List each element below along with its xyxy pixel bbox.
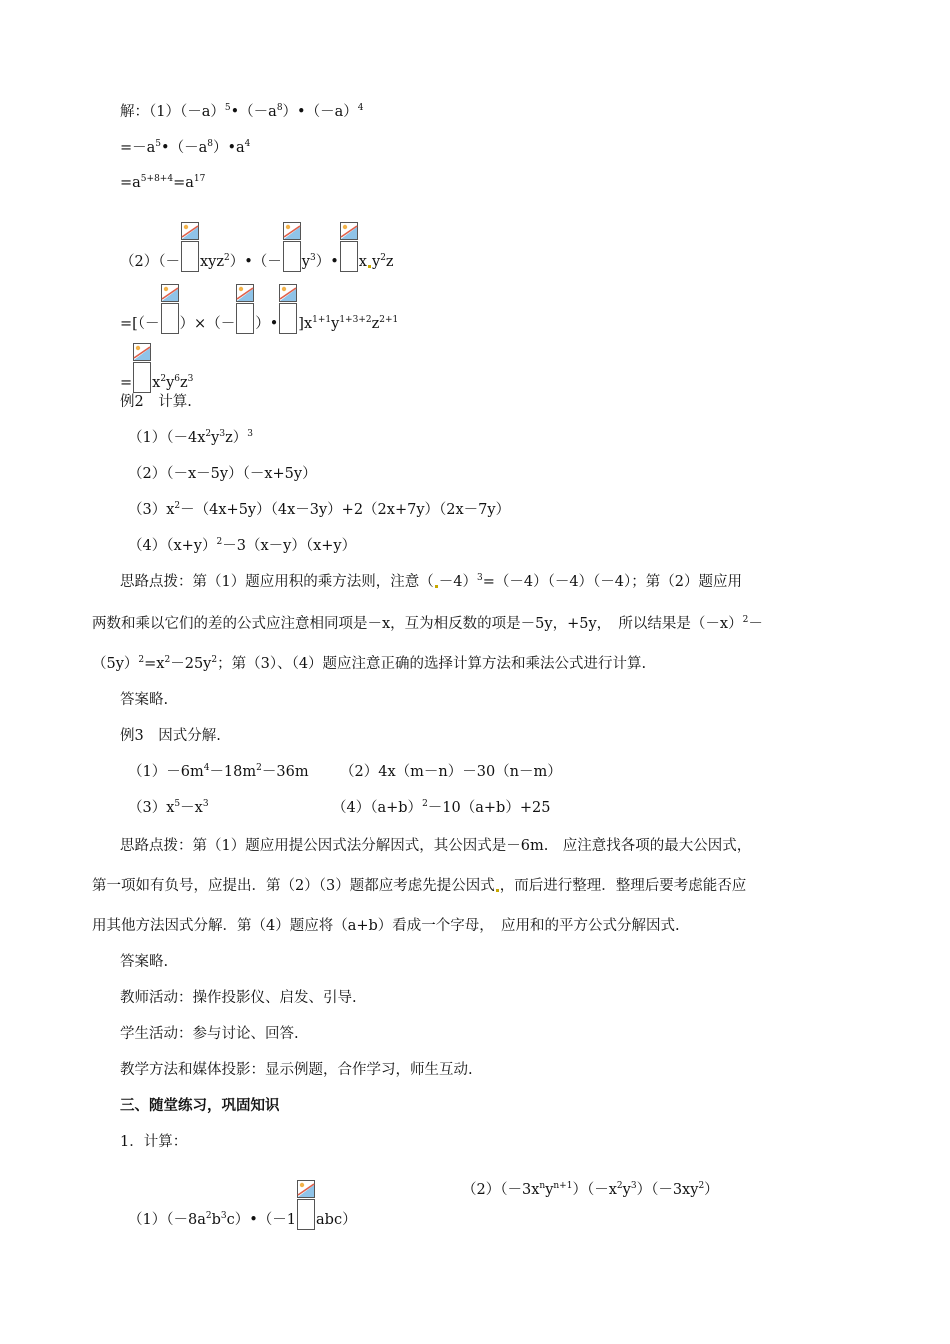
text: =－a [120,140,156,156]
example-2-hint-line-3 [92,654,646,676]
exponent: 3 [630,1181,637,1191]
text: z [180,375,188,391]
text: = [120,375,133,391]
exponent: 2 [174,501,181,511]
text: －25y [170,656,212,672]
exponent: n [539,1181,546,1191]
text: =（－4）（－4）（－4）；第（2）题应用 [482,574,743,590]
text: z [385,254,394,270]
example-3-answer: 答案略. [120,954,169,970]
text: － [748,616,763,632]
exponent: 4 [357,103,364,113]
text: －x [180,800,203,816]
exponent: 2 [205,1211,212,1221]
example-3-title: 例3 因式分解. [120,728,221,744]
text: y [622,1182,631,1198]
example-2-problem-4 [128,536,356,558]
exponent: 2 [211,655,218,665]
text: 解：（1）（－a） [120,104,225,120]
solution-line-5 [120,284,398,336]
exponent: 6 [174,374,181,384]
text: 第一项如有负号，应提出．第（2）（3）题都应考虑先提公因式 [92,878,495,894]
marker-dot [496,889,499,892]
solution-line-6 [120,343,193,395]
fraction-image-icon [133,343,151,393]
text: xyz [199,254,224,270]
fraction-image-icon [181,222,199,272]
exponent: 2 [742,615,749,625]
section-3-item-1: 1．计算： [120,1134,188,1150]
text: x [358,254,367,270]
exponent: 17 [193,174,206,184]
text: y [545,1182,554,1198]
text: ）• [315,254,339,270]
exercise-2 [462,1180,719,1202]
text: b [211,1212,221,1228]
exponent: 3 [187,374,194,384]
solution-line-2 [120,138,250,160]
text: －10（a+b）+25 [427,800,551,816]
text: c）•（－1 [226,1212,297,1228]
text: （3）x [128,502,175,518]
text: =[（－ [120,316,160,332]
exponent: 5 [174,799,181,809]
exponent: 4 [203,763,210,773]
text: －36m [261,764,309,780]
text: （4）（x+y） [128,538,217,554]
text: ）（－x [572,1182,617,1198]
text: abc） [316,1212,357,1228]
text: =a [120,175,141,191]
exponent: 2 [160,374,167,384]
student-activity: 学生活动：参与讨论、回答. [120,1026,299,1042]
text: －3（x－y）（x+y） [222,538,357,554]
text: •（－a [161,140,208,156]
example-2-problem-1 [128,428,253,450]
text: y [301,254,310,270]
teacher-activity: 教师活动：操作投影仪、启发、引导. [120,990,357,1006]
text: •（－a [230,104,277,120]
example-2-problem-3 [128,500,510,522]
solution-line-4 [120,222,394,274]
text: z [371,316,380,332]
example-3-problems-row-2 [128,798,209,820]
exponent: 2+1 [379,315,399,325]
exponent: 3 [310,253,316,263]
text: －（4x+5y）（4x－3y）+2（2x+7y）（2x－7y） [180,502,511,518]
exponent: 3 [202,799,209,809]
text: ） [704,1182,719,1198]
exponent: 3 [220,1211,227,1221]
text: 两数和乘以它们的差的公式应注意相同项是－x，互为相反数的项是－5y，+5y， 所以结果是（－x） [92,616,743,632]
exponent: 5+8+4 [140,174,174,184]
example-3-problem-4 [332,798,550,820]
exponent: 2 [224,253,230,263]
example-3-hint-line-3: 用其他方法因式分解．第（4）题应将（a+b）看成一个字母， 应用和的平方公式分解因式. [92,918,680,934]
marker-dot [435,585,438,588]
exponent: 2 [216,537,223,547]
exponent: 5 [155,139,162,149]
text: y [166,375,175,391]
exponent: 3 [219,429,226,439]
exponent: 8 [207,139,213,149]
exercise-1 [128,1180,357,1232]
text: （2）（－ [120,254,180,270]
text: ）×（－ [179,316,236,332]
fraction-image-icon [161,284,179,334]
exponent: 2 [616,1181,623,1191]
text: ；第（3）、（4）题应注意正确的选择计算方法和乘法公式进行计算. [217,656,647,672]
example-2-answer: 答案略. [120,692,169,708]
text: 思路点拨：第（1）题应用积的乘方法则，注意（ [120,574,434,590]
example-3-hint-line-1: 思路点拨：第（1）题应用提公因式法分解因式，其公因式是－6m. 应注意找各项的最大公因式， [120,838,752,854]
text: （2）（－3x [462,1182,540,1198]
fraction-image-icon [236,284,254,334]
example-3-problem-2: （2）4x（m－n）－30（n－m） [340,764,562,780]
exponent: 2 [205,429,212,439]
text: ，而后进行整理．整理后要考虑能否应 [499,878,747,894]
example-2-problem-2: （2）（－x－5y）（－x+5y） [128,466,317,482]
exponent: 2 [256,763,262,773]
text: （3）x [128,800,175,816]
exponent: 2 [422,799,428,809]
text: （5y） [92,656,139,672]
example-3-problems-row-1 [128,762,309,784]
text: （1）（－4x [128,430,206,446]
exponent: 1+1 [312,315,332,325]
exponent: 2 [138,655,145,665]
text: y [331,316,340,332]
text: ）• [255,316,279,332]
solution-line-1 [120,102,363,124]
text: ]x [298,316,313,332]
text: y [211,430,220,446]
example-2-hint-line-2 [92,614,763,636]
example-3-hint-line-2 [92,876,746,896]
text: （1）－6m [128,764,204,780]
text: ）•a [212,140,245,156]
text: ）•（－a） [282,104,358,120]
text: =a [173,175,194,191]
exponent: 3 [476,573,483,583]
text: ）•（－ [229,254,282,270]
marker-dot [368,265,371,268]
example-2-title: 例2 计算. [120,394,192,410]
fraction-image-icon [283,222,301,272]
exponent: 2 [164,655,171,665]
fraction-image-icon [297,1180,315,1230]
solution-line-3 [120,173,205,195]
example-2-hint-line-1 [120,572,742,594]
exponent: 2 [380,253,386,263]
exponent: 2 [698,1181,705,1191]
teaching-method: 教学方法和媒体投影：显示例题，合作学习，师生互动. [120,1062,473,1078]
exponent: 8 [276,103,283,113]
exponent: 3 [247,429,253,439]
exponent: 5 [224,103,231,113]
text: （4）（a+b） [332,800,423,816]
text: =x [144,656,165,672]
fraction-image-icon [340,222,358,272]
text: y [371,254,381,270]
text: （1）（－8a [128,1212,206,1228]
exponent: 4 [244,139,251,149]
text: －4） [438,574,477,590]
exponent: 1+3+2 [339,315,372,325]
exponent: n+1 [553,1181,573,1191]
fraction-image-icon [279,284,297,334]
text: z） [225,430,248,446]
section-3-heading: 三、随堂练习，巩固知识 [120,1097,280,1114]
text: －18m [209,764,257,780]
text: ）（－3xy [636,1182,699,1198]
text: x [152,375,161,391]
